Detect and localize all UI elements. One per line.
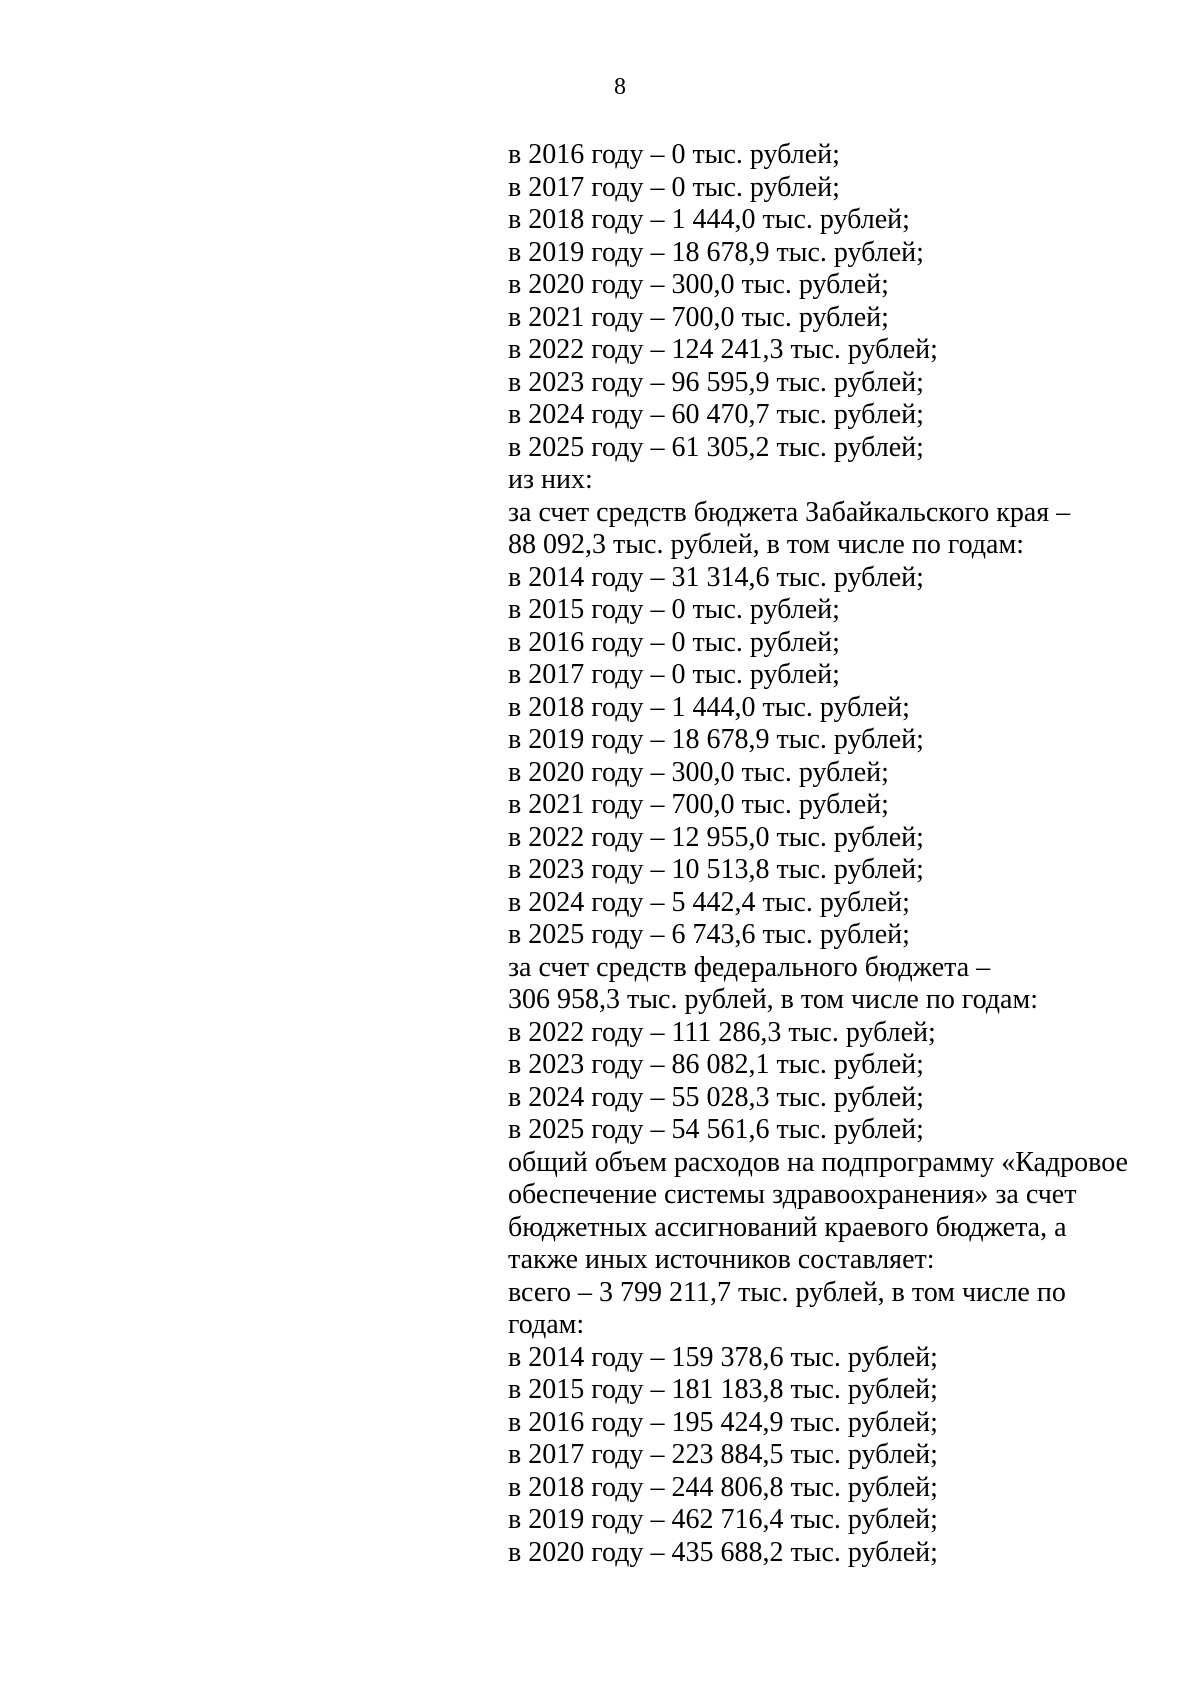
text-line: в 2022 году – 12 955,0 тыс. рублей; <box>508 821 924 853</box>
text-line: за счет средств бюджета Забайкальского края – <box>508 496 1071 528</box>
text-line: 306 958,3 тыс. рублей, в том числе по годам: <box>508 984 1038 1015</box>
text-line: в 2015 году – 0 тыс. рублей; <box>508 594 840 625</box>
body-text <box>508 139 1168 1569</box>
text-line: в 2025 году – 6 743,6 тыс. рублей; <box>508 919 910 950</box>
page-number: 8 <box>614 74 626 100</box>
text-line: в 2014 году – 31 314,6 тыс. рублей; <box>508 561 924 593</box>
text-line: в 2025 году – 61 305,2 тыс. рублей; <box>508 431 924 463</box>
text-line: в 2024 году – 55 028,3 тыс. рублей; <box>508 1081 924 1113</box>
text-line: в 2022 году – 111 286,3 тыс. рублей; <box>508 1016 936 1048</box>
text-line: в 2020 году – 300,0 тыс. рублей; <box>508 269 889 300</box>
text-line: в 2016 году – 0 тыс. рублей; <box>508 139 840 170</box>
text-line: 88 092,3 тыс. рублей, в том числе по годам: <box>508 529 1024 560</box>
text-line: общий объем расходов на подпрограмму «Кадровое <box>508 1146 1128 1178</box>
text-line: бюджетных ассигнований краевого бюджета, а <box>508 1211 1067 1243</box>
text-line: в 2019 году – 462 716,4 тыс. рублей; <box>508 1504 938 1535</box>
text-line: из них: <box>508 464 593 495</box>
text-line: в 2017 году – 223 884,5 тыс. рублей; <box>508 1439 938 1470</box>
text-line: обеспечение системы здравоохранения» за счет <box>508 1179 1077 1210</box>
text-line: в 2024 году – 60 470,7 тыс. рублей; <box>508 399 924 430</box>
text-line: в 2017 году – 0 тыс. рублей; <box>508 659 840 690</box>
text-line: в 2023 году – 96 595,9 тыс. рублей; <box>508 366 924 398</box>
text-line: за счет средств федерального бюджета – <box>508 951 991 983</box>
text-line: в 2020 году – 300,0 тыс. рублей; <box>508 756 889 788</box>
text-line: в 2014 году – 159 378,6 тыс. рублей; <box>508 1341 938 1373</box>
text-line: в 2015 году – 181 183,8 тыс. рублей; <box>508 1374 938 1405</box>
text-line: всего – 3 799 211,7 тыс. рублей, в том числе по <box>508 1276 1066 1308</box>
text-line: в 2017 году – 0 тыс. рублей; <box>508 171 840 203</box>
text-line: в 2023 году – 86 082,1 тыс. рублей; <box>508 1049 924 1080</box>
text-line: в 2023 году – 10 513,8 тыс. рублей; <box>508 854 924 885</box>
text-line: в 2016 году – 195 424,9 тыс. рублей; <box>508 1406 938 1438</box>
text-line: в 2016 году – 0 тыс. рублей; <box>508 626 840 658</box>
text-line: в 2019 году – 18 678,9 тыс. рублей; <box>508 724 924 755</box>
text-line: в 2021 году – 700,0 тыс. рублей; <box>508 789 889 820</box>
text-line: в 2018 году – 1 444,0 тыс. рублей; <box>508 204 910 235</box>
text-line: в 2025 году – 54 561,6 тыс. рублей; <box>508 1114 924 1145</box>
text-line: также иных источников составляет: <box>508 1244 935 1275</box>
text-line: в 2024 году – 5 442,4 тыс. рублей; <box>508 886 910 918</box>
text-line: годам: <box>508 1309 585 1340</box>
text-line: в 2019 году – 18 678,9 тыс. рублей; <box>508 236 924 268</box>
text-line: в 2018 году – 244 806,8 тыс. рублей; <box>508 1471 938 1503</box>
text-line: в 2021 году – 700,0 тыс. рублей; <box>508 301 889 333</box>
text-line: в 2022 году – 124 241,3 тыс. рублей; <box>508 334 938 365</box>
text-line: в 2018 году – 1 444,0 тыс. рублей; <box>508 691 910 723</box>
text-line: в 2020 году – 435 688,2 тыс. рублей; <box>508 1536 938 1568</box>
